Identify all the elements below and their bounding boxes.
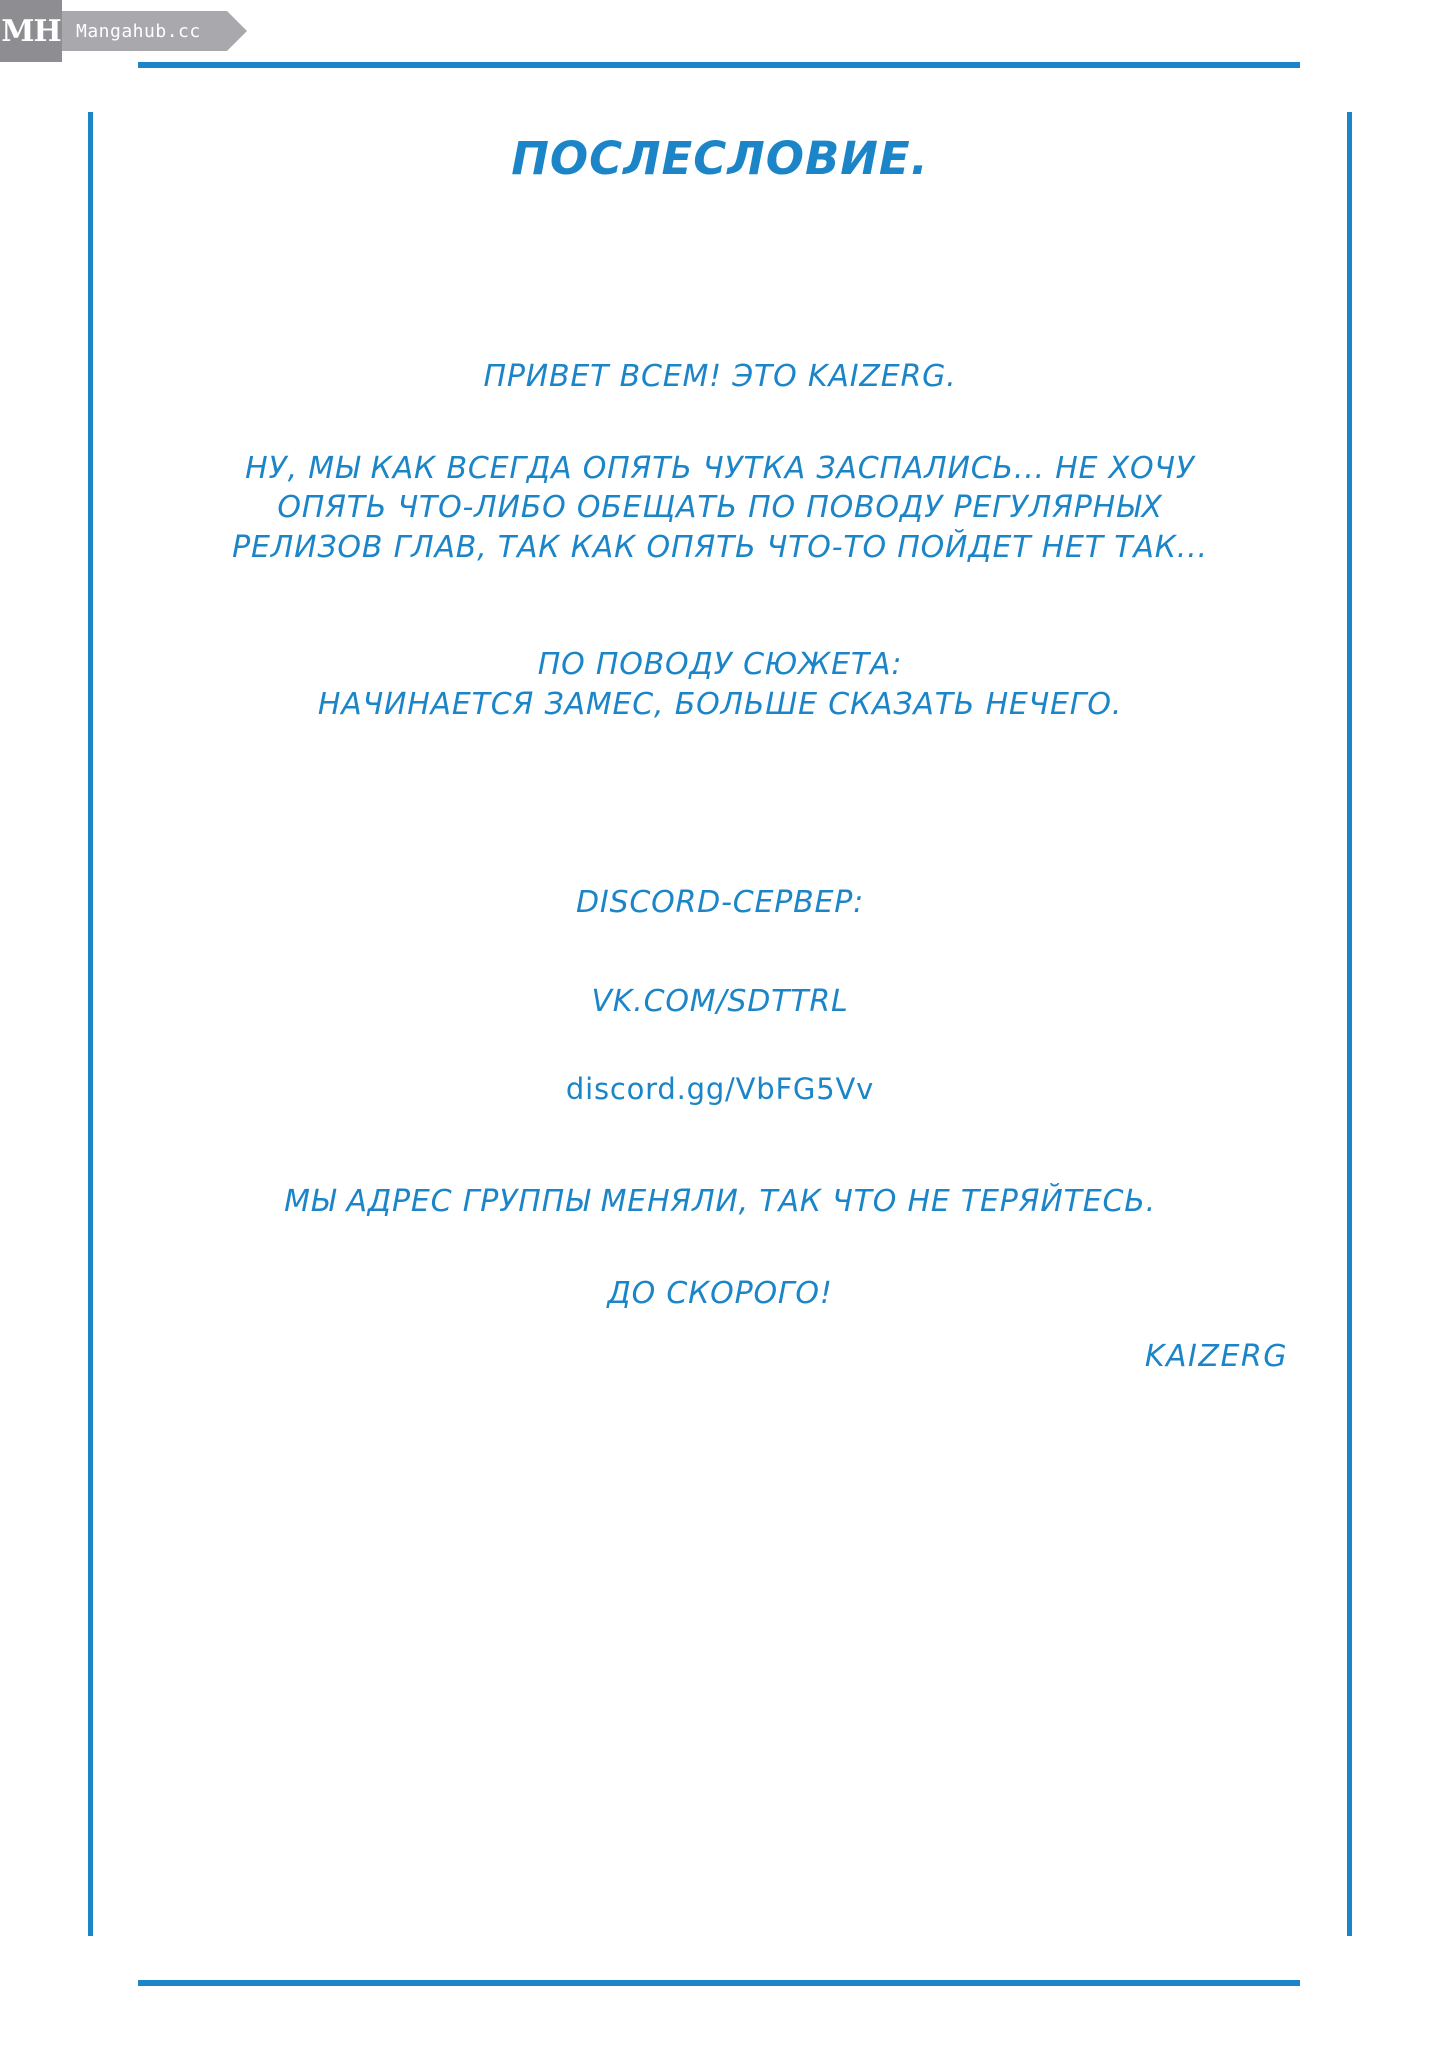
right-border-line	[1347, 112, 1352, 1936]
greeting-text: ПРИВЕТ ВСЕМ! ЭТО KAIZERG.	[483, 359, 957, 394]
vk-link[interactable]: VK.COM/SDTTRL	[591, 984, 849, 1020]
discord-server-label: DISCORD-СЕРВЕР:	[575, 884, 865, 920]
address-change-note: МЫ АДРЕС ГРУППЫ МЕНЯЛИ, ТАК ЧТО НЕ ТЕРЯЙТЕСЬ.	[284, 1184, 1156, 1220]
top-divider	[138, 62, 1300, 68]
author-signature: KAIZERG	[1144, 1339, 1288, 1375]
paragraph-schedule	[110, 449, 1330, 568]
paragraph-schedule-line-3: РЕЛИЗОВ ГЛАВ, ТАК КАК ОПЯТЬ ЧТО-ТО ПОЙДЕТ НЕТ ТАК...	[232, 529, 1208, 565]
page-title: ПОСЛЕСЛОВИЕ.	[511, 132, 929, 185]
bottom-divider	[138, 1980, 1300, 1986]
paragraph-plot-line-1: ПО ПОВОДУ СЮЖЕТА:	[537, 647, 903, 683]
paragraph-schedule-line-1: НУ, МЫ КАК ВСЕГДА ОПЯТЬ ЧУТКА ЗАСПАЛИСЬ... НЕ ХОЧУ	[245, 450, 1195, 486]
left-border-line	[88, 112, 93, 1936]
farewell-text: ДО СКОРОГО!	[607, 1275, 833, 1311]
mangahub-logo-icon: MH	[0, 0, 62, 62]
discord-link[interactable]: discord.gg/VbFG5Vv	[565, 1071, 875, 1106]
afterword-page	[110, 90, 1330, 1958]
watermark-site-label: Mangahub.cc	[62, 11, 227, 51]
paragraph-schedule-line-2: ОПЯТЬ ЧТО-ЛИБО ОБЕЩАТЬ ПО ПОВОДУ РЕГУЛЯРНЫХ	[277, 490, 1163, 526]
paragraph-plot-line-2: НАЧИНАЕТСЯ ЗАМЕС, БОЛЬШЕ СКАЗАТЬ НЕЧЕГО.	[317, 686, 1123, 722]
paragraph-plot	[110, 645, 1330, 724]
watermark-badge	[0, 0, 227, 62]
